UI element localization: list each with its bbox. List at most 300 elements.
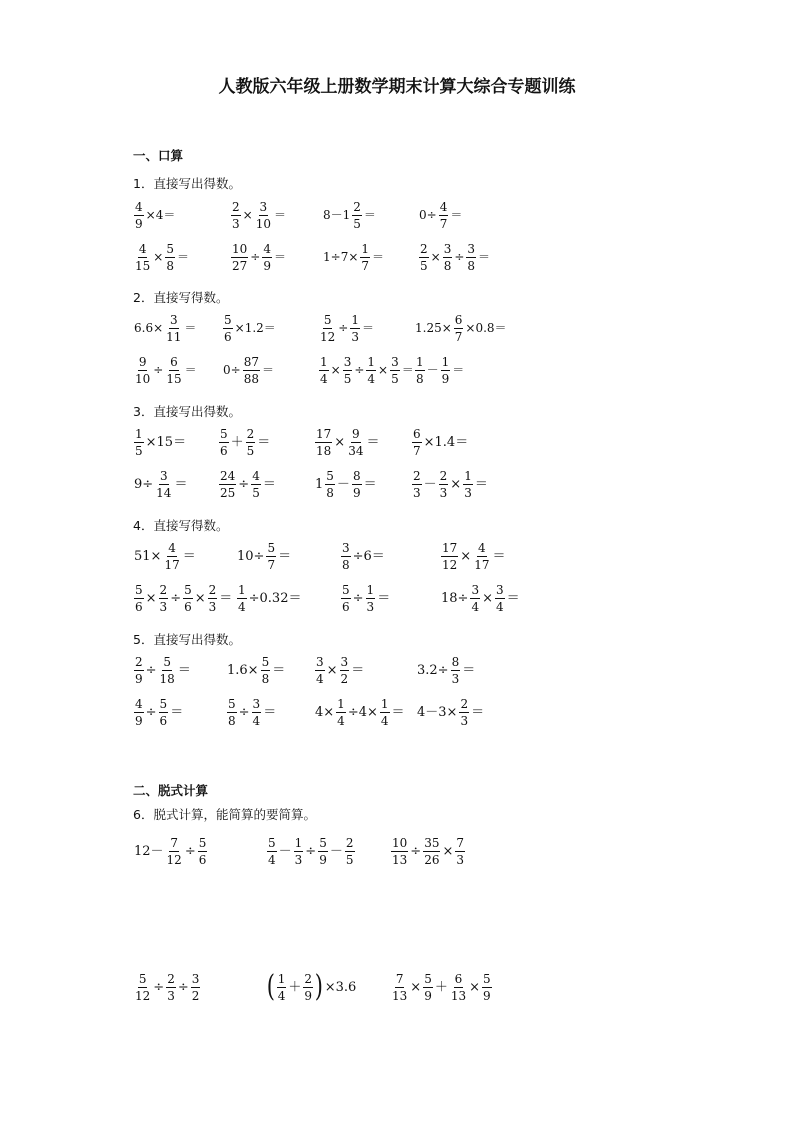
numerator: 3 xyxy=(467,241,476,256)
fraction xyxy=(325,470,335,499)
denominator: 9 xyxy=(424,988,432,1003)
fraction xyxy=(441,356,451,385)
denominator: 12 xyxy=(166,852,182,867)
numerator: 2 xyxy=(232,199,240,214)
denominator: 34 xyxy=(348,443,364,458)
operator-text: ＝ xyxy=(363,208,376,222)
numerator: 4 xyxy=(439,199,448,214)
fraction xyxy=(165,314,182,343)
numerator: 5 xyxy=(228,696,236,711)
fraction xyxy=(237,584,247,613)
fraction xyxy=(166,837,183,866)
numerator: 5 xyxy=(483,971,491,986)
numerator: 5 xyxy=(184,582,192,597)
numerator: 3 xyxy=(471,582,480,597)
question-label: 6．脱式计算，能简算的要简算。 xyxy=(133,807,316,822)
fraction xyxy=(366,584,376,613)
denominator: 9 xyxy=(483,988,491,1003)
fraction xyxy=(441,542,458,571)
fraction xyxy=(166,973,176,1002)
fraction xyxy=(366,356,376,385)
operator-text: 1 xyxy=(315,476,324,492)
operator-text: ÷ xyxy=(410,843,422,859)
denominator: 8 xyxy=(228,713,236,728)
numerator: 1 xyxy=(277,971,286,986)
operator-text: ÷4× xyxy=(347,704,378,720)
denominator: 10 xyxy=(255,216,271,231)
numerator: 1 xyxy=(294,835,303,850)
fraction xyxy=(231,243,248,272)
operator-text: ÷ xyxy=(184,843,196,859)
math-expression xyxy=(230,199,287,231)
fraction xyxy=(340,656,350,685)
math-expression xyxy=(414,312,508,344)
numerator: 3 xyxy=(191,971,200,986)
numerator: 2 xyxy=(208,582,217,597)
fraction xyxy=(219,428,229,457)
operator-text: × xyxy=(410,979,422,995)
operator-text: ＝ xyxy=(182,548,196,564)
operator-text: ＝ xyxy=(363,476,377,492)
denominator: 5 xyxy=(135,443,143,458)
operator-text: × xyxy=(330,363,341,377)
fraction xyxy=(227,698,237,727)
numerator: 1 xyxy=(464,468,472,483)
numerator: 6 xyxy=(170,354,178,369)
denominator: 5 xyxy=(343,371,352,386)
numerator: 1 xyxy=(351,312,359,327)
denominator: 5 xyxy=(353,216,361,231)
numerator: 2 xyxy=(159,582,168,597)
denominator: 10 xyxy=(135,371,151,386)
math-expression xyxy=(266,835,356,867)
operator-text: 6.6× xyxy=(134,321,164,335)
operator-text: ×1.2＝ xyxy=(234,321,276,335)
denominator: 18 xyxy=(316,443,332,458)
denominator: 4 xyxy=(252,713,261,728)
fraction xyxy=(134,356,151,385)
operator-text: 1.6× xyxy=(227,662,259,678)
operator-text: 1.25× xyxy=(415,321,452,335)
operator-text: ÷ xyxy=(338,321,349,335)
fraction xyxy=(134,201,144,230)
numerator: 5 xyxy=(268,835,276,850)
operator-text: × xyxy=(430,250,441,264)
numerator: 5 xyxy=(326,468,334,483)
denominator: 7 xyxy=(361,258,370,273)
numerator: 1 xyxy=(320,354,328,369)
numerator: 5 xyxy=(220,426,228,441)
fraction xyxy=(415,356,425,385)
operator-text: 8－1 xyxy=(323,208,351,222)
math-expression xyxy=(390,835,466,867)
numerator: 35 xyxy=(424,835,440,850)
numerator: 3 xyxy=(316,654,324,669)
math-expression xyxy=(416,654,476,686)
denominator: 3 xyxy=(159,599,168,614)
operator-text: ÷ xyxy=(454,250,465,264)
fraction xyxy=(134,428,144,457)
denominator: 3 xyxy=(208,599,217,614)
fraction xyxy=(380,698,390,727)
operator-text: 4× xyxy=(315,704,335,720)
denominator: 4 xyxy=(277,988,286,1003)
operator-text: ×4＝ xyxy=(145,208,176,222)
math-expression xyxy=(133,468,188,500)
math-expression xyxy=(411,468,489,500)
math-expression xyxy=(133,199,176,231)
math-expression xyxy=(133,354,198,386)
numerator: 1 xyxy=(441,354,450,369)
denominator: 8 xyxy=(416,371,424,386)
operator-text: 18÷ xyxy=(441,590,469,606)
operator-text: ÷ xyxy=(170,590,182,606)
math-expression xyxy=(222,354,275,386)
fraction xyxy=(473,542,490,571)
math-expression xyxy=(236,582,302,614)
denominator: 6 xyxy=(184,599,192,614)
numerator: 2 xyxy=(460,696,469,711)
numerator: 10 xyxy=(392,835,408,850)
question-label: 1．直接写出得数。 xyxy=(133,176,241,191)
math-expression xyxy=(133,971,201,1003)
parenthesis: ( xyxy=(266,969,275,1004)
math-expression xyxy=(322,199,377,231)
numerator: 8 xyxy=(451,654,460,669)
numerator: 1 xyxy=(416,354,424,369)
operator-text: ＝ xyxy=(361,321,374,335)
operator-text: 4－3× xyxy=(417,704,458,720)
operator-text: ＝ xyxy=(450,208,463,222)
math-expression xyxy=(340,540,386,572)
denominator: 9 xyxy=(263,258,271,273)
fraction xyxy=(466,243,476,272)
denominator: 15 xyxy=(135,258,151,273)
denominator: 88 xyxy=(243,371,259,386)
operator-text: × xyxy=(469,979,481,995)
math-expression xyxy=(218,426,271,458)
fraction xyxy=(267,837,277,866)
operator-text: ＝ xyxy=(351,662,365,678)
fraction xyxy=(443,243,453,272)
numerator: 3 xyxy=(259,199,268,214)
operator-text: ×0.8＝ xyxy=(465,321,507,335)
fraction xyxy=(198,837,208,866)
denominator: 5 xyxy=(252,485,260,500)
math-expression xyxy=(133,312,197,344)
operator-text: ＝ xyxy=(257,434,271,450)
numerator: 3 xyxy=(343,354,352,369)
operator-text: ＝ xyxy=(174,476,188,492)
operator-text: ÷ xyxy=(153,363,164,377)
operator-text: ＋ xyxy=(434,979,448,995)
fraction xyxy=(318,837,328,866)
denominator: 6 xyxy=(159,713,168,728)
numerator: 3 xyxy=(391,354,399,369)
denominator: 3 xyxy=(351,329,359,344)
fraction xyxy=(134,698,144,727)
math-expression xyxy=(340,582,391,614)
operator-text: ＝ xyxy=(391,704,405,720)
operator-text: ＝ xyxy=(471,704,485,720)
math-expression xyxy=(390,971,493,1003)
numerator: 4 xyxy=(138,241,147,256)
math-expression xyxy=(222,312,277,344)
math-expression xyxy=(411,426,469,458)
denominator: 6 xyxy=(224,329,232,344)
fraction xyxy=(391,837,408,866)
operator-text: × xyxy=(334,434,346,450)
denominator: 13 xyxy=(392,852,408,867)
numerator: 3 xyxy=(342,540,350,555)
denominator: 3 xyxy=(439,485,448,500)
fraction xyxy=(470,584,480,613)
numerator: 4 xyxy=(135,696,143,711)
operator-text: ×3.6 xyxy=(324,979,357,995)
numerator: 1 xyxy=(135,426,143,441)
math-expression xyxy=(133,654,192,686)
operator-text: × xyxy=(460,548,472,564)
math-expression xyxy=(318,312,375,344)
denominator: 7 xyxy=(267,557,276,572)
math-expression xyxy=(314,654,365,686)
operator-text: ÷0.32＝ xyxy=(248,590,302,606)
math-expression xyxy=(236,540,292,572)
operator-text: × xyxy=(326,662,338,678)
fraction xyxy=(450,973,467,1002)
numerator: 6 xyxy=(454,312,463,327)
operator-text: × xyxy=(378,363,389,377)
fraction xyxy=(343,356,353,385)
numerator: 4 xyxy=(168,540,176,555)
fraction xyxy=(159,584,169,613)
denominator: 3 xyxy=(232,216,240,231)
denominator: 7 xyxy=(413,443,421,458)
operator-text: ＝ xyxy=(219,590,233,606)
numerator: 2 xyxy=(345,835,354,850)
fraction xyxy=(134,243,151,272)
math-expression xyxy=(314,426,380,458)
fraction xyxy=(439,201,449,230)
numerator: 6 xyxy=(454,971,463,986)
operator-text: 10÷ xyxy=(237,548,265,564)
numerator: 7 xyxy=(395,971,404,986)
denominator: 17 xyxy=(164,557,180,572)
question-label: 3．直接写出得数。 xyxy=(133,404,241,419)
question-label: 4．直接写得数。 xyxy=(133,518,229,533)
operator-text: 9÷ xyxy=(134,476,154,492)
numerator: 5 xyxy=(163,654,171,669)
fraction xyxy=(439,470,449,499)
denominator: 4 xyxy=(320,371,328,386)
operator-text: ＋ xyxy=(288,979,302,995)
denominator: 6 xyxy=(342,599,350,614)
numerator: 1 xyxy=(367,354,376,369)
fraction xyxy=(159,698,169,727)
operator-text: ＝ xyxy=(176,250,189,264)
operator-text: × xyxy=(242,208,253,222)
fraction xyxy=(219,470,236,499)
operator-text: ＝ xyxy=(272,662,286,678)
denominator: 3 xyxy=(167,988,175,1003)
math-expression xyxy=(418,241,491,273)
operator-text: ＝ xyxy=(273,208,286,222)
denominator: 3 xyxy=(451,671,460,686)
operator-text: ÷ xyxy=(238,476,250,492)
operator-text: ÷ xyxy=(250,250,261,264)
math-expression xyxy=(418,199,463,231)
fraction xyxy=(231,201,241,230)
denominator: 3 xyxy=(464,485,472,500)
operator-text: ÷6＝ xyxy=(352,548,385,564)
fraction xyxy=(315,428,332,457)
fraction xyxy=(165,356,182,385)
denominator: 13 xyxy=(392,988,408,1003)
denominator: 4 xyxy=(380,713,389,728)
operator-text: ＝ xyxy=(377,590,391,606)
denominator: 3 xyxy=(413,485,421,500)
fraction xyxy=(341,584,351,613)
operator-text: ÷ xyxy=(145,662,157,678)
numerator: 5 xyxy=(135,582,143,597)
numerator: 17 xyxy=(316,426,332,441)
math-expression xyxy=(440,582,521,614)
denominator: 12 xyxy=(442,557,458,572)
fraction xyxy=(350,314,360,343)
denominator: 9 xyxy=(319,852,327,867)
fraction xyxy=(294,837,304,866)
denominator: 6 xyxy=(220,443,228,458)
operator-text: ＝ xyxy=(262,476,276,492)
math-expression xyxy=(218,468,277,500)
numerator: 17 xyxy=(442,540,458,555)
denominator: 8 xyxy=(342,557,350,572)
denominator: 3 xyxy=(456,852,465,867)
fraction xyxy=(319,314,336,343)
operator-text: × xyxy=(145,590,157,606)
denominator: 8 xyxy=(443,258,452,273)
numerator: 3 xyxy=(443,241,452,256)
numerator: 5 xyxy=(342,582,350,597)
operator-text: ÷ xyxy=(354,363,365,377)
fraction xyxy=(454,314,464,343)
fraction xyxy=(134,656,144,685)
operator-text: × xyxy=(450,476,462,492)
operator-text: ＝ xyxy=(184,363,197,377)
denominator: 12 xyxy=(320,329,336,344)
numerator: 87 xyxy=(243,354,259,369)
fraction xyxy=(159,656,176,685)
denominator: 8 xyxy=(326,485,334,500)
fraction xyxy=(183,584,193,613)
numerator: 4 xyxy=(135,199,143,214)
denominator: 27 xyxy=(232,258,248,273)
math-expression xyxy=(133,241,190,273)
operator-text: ＝ xyxy=(184,321,197,335)
math-expression xyxy=(416,696,485,728)
math-expression xyxy=(226,696,277,728)
denominator: 8 xyxy=(166,258,174,273)
numerator: 5 xyxy=(224,312,232,327)
operator-text: － xyxy=(278,843,292,859)
operator-text: ＝ xyxy=(452,363,465,377)
numerator: 7 xyxy=(456,835,465,850)
operator-text: 1÷7× xyxy=(323,250,359,264)
operator-text: ÷ xyxy=(305,843,317,859)
denominator: 25 xyxy=(220,485,236,500)
fraction xyxy=(336,698,346,727)
operator-text: × xyxy=(482,590,493,606)
fraction xyxy=(266,542,276,571)
numerator: 4 xyxy=(252,468,260,483)
math-expression xyxy=(318,354,415,386)
denominator: 15 xyxy=(166,371,182,386)
numerator: 3 xyxy=(169,312,178,327)
numerator: 5 xyxy=(198,835,207,850)
denominator: 9 xyxy=(304,988,313,1003)
fraction xyxy=(390,356,400,385)
fraction xyxy=(391,973,408,1002)
fraction xyxy=(251,470,261,499)
operator-text: ＝ xyxy=(401,363,414,377)
numerator: 3 xyxy=(340,654,349,669)
operator-text: ＝ xyxy=(273,250,286,264)
numerator: 5 xyxy=(159,696,168,711)
numerator: 3 xyxy=(252,696,261,711)
numerator: 2 xyxy=(420,241,428,256)
numerator: 8 xyxy=(352,468,361,483)
numerator: 5 xyxy=(166,241,174,256)
operator-text: 51× xyxy=(134,548,162,564)
denominator: 4 xyxy=(495,599,504,614)
question-label: 2．直接写得数。 xyxy=(133,290,229,305)
operator-text: × xyxy=(442,843,454,859)
fraction xyxy=(252,698,262,727)
fraction xyxy=(423,837,440,866)
numerator: 3 xyxy=(495,582,504,597)
operator-text: ＝ xyxy=(263,704,277,720)
operator-text: ＝ xyxy=(177,662,191,678)
fraction xyxy=(243,356,260,385)
denominator: 18 xyxy=(159,671,175,686)
denominator: 5 xyxy=(420,258,428,273)
fraction xyxy=(412,470,422,499)
math-expression xyxy=(133,582,233,614)
numerator: 3 xyxy=(159,468,168,483)
denominator: 26 xyxy=(424,852,440,867)
operator-text: － xyxy=(423,476,437,492)
fraction xyxy=(482,973,492,1002)
numerator: 1 xyxy=(380,696,389,711)
numerator: 5 xyxy=(261,654,270,669)
numerator: 4 xyxy=(263,241,271,256)
numerator: 6 xyxy=(413,426,421,441)
operator-text: － xyxy=(336,476,350,492)
numerator: 1 xyxy=(337,696,345,711)
operator-text: ＝ xyxy=(462,662,476,678)
fraction xyxy=(319,356,329,385)
fraction xyxy=(261,656,271,685)
denominator: 7 xyxy=(454,329,463,344)
numerator: 2 xyxy=(304,971,313,986)
denominator: 17 xyxy=(474,557,490,572)
numerator: 5 xyxy=(424,971,432,986)
numerator: 2 xyxy=(413,468,421,483)
numerator: 10 xyxy=(232,241,248,256)
question-label: 5．直接写出得数。 xyxy=(133,632,241,647)
denominator: 6 xyxy=(198,852,207,867)
fraction xyxy=(412,428,422,457)
